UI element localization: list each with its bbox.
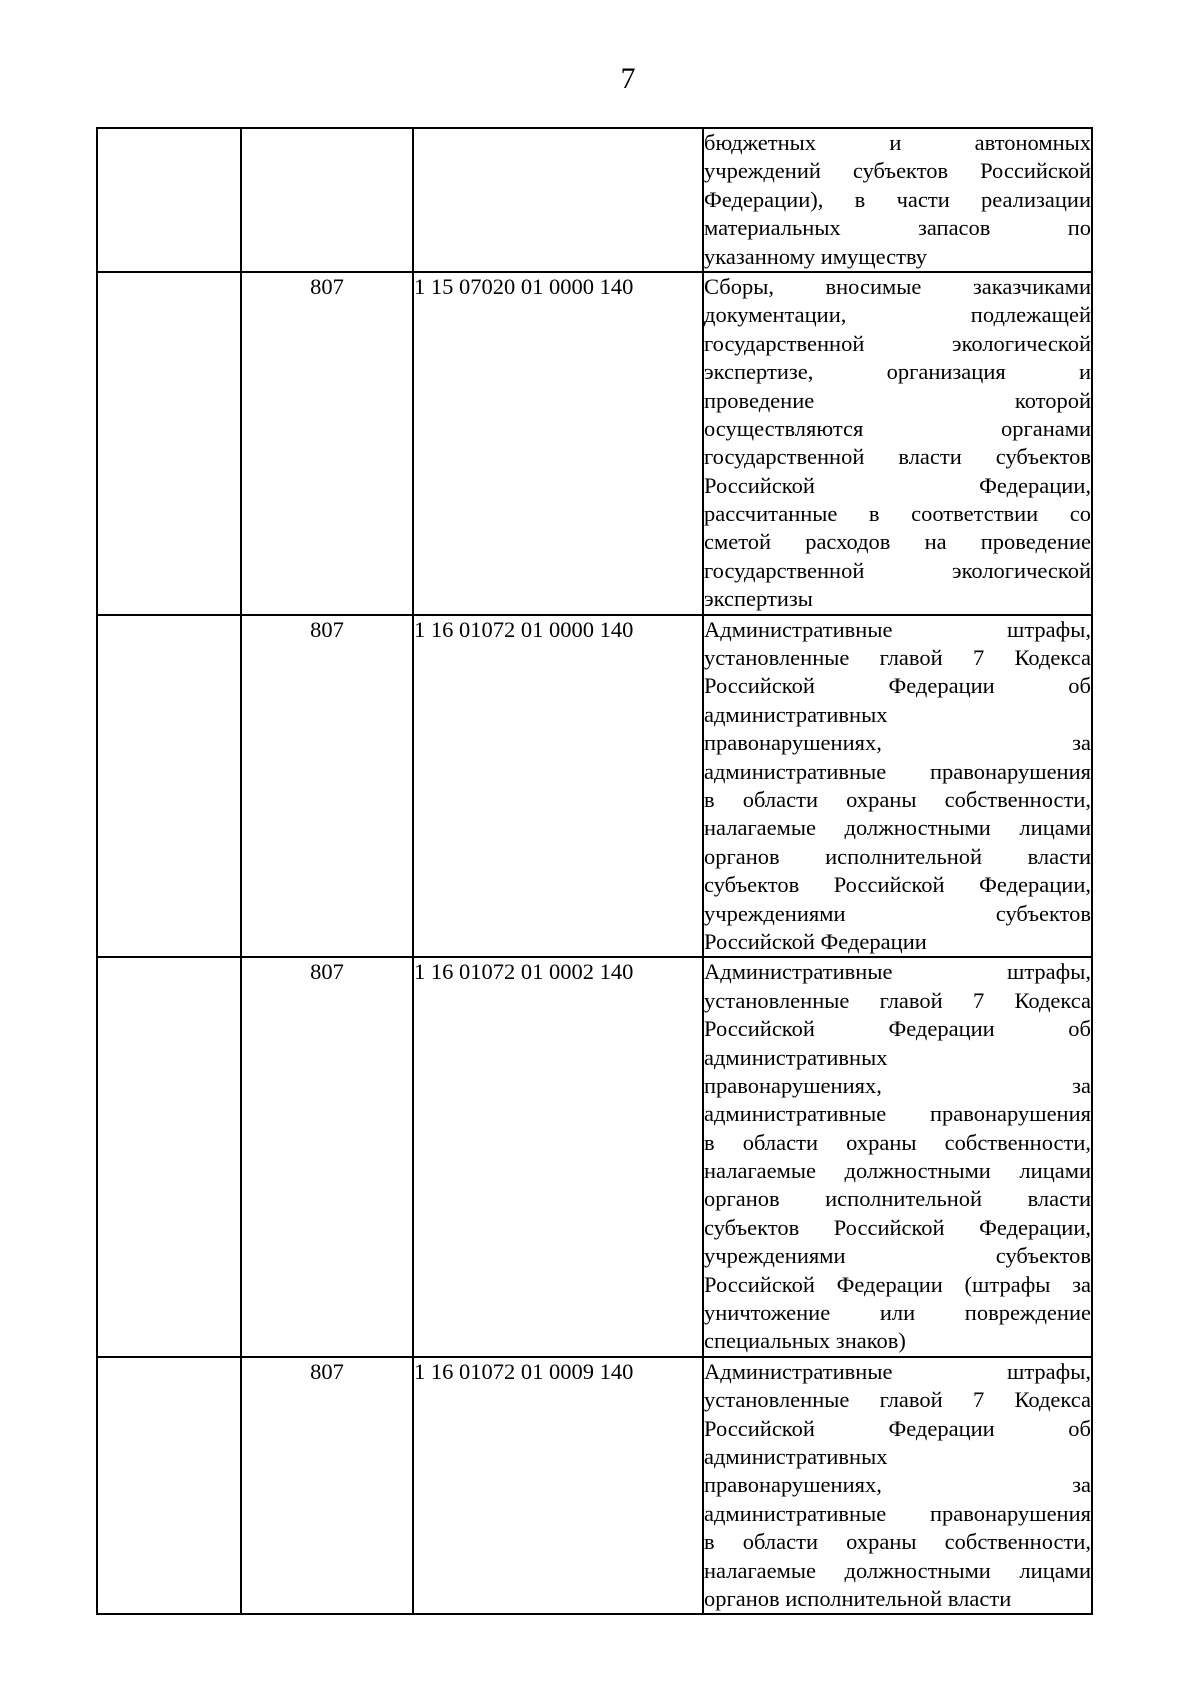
description-line: налагаемые должностными лицами [704,1557,1091,1583]
table-row [97,1357,1092,1615]
description-line: сметой расходов на проведение [704,529,1091,555]
description-line: в области охраны собственности, [704,1529,1091,1555]
description-line: органов исполнительной власти [704,843,1091,869]
description-line: установленные главой 7 Кодекса [704,645,1091,671]
description-line: рассчитанные в соответствии со [704,501,1091,527]
description-line: административных [704,1044,888,1070]
description-line: налагаемые должностными лицами [704,1158,1091,1184]
empty-cell [97,128,241,272]
description-line: административные правонарушения [704,758,1091,784]
description-line: правонарушениях, за [704,730,1091,756]
description-line: в области охраны собственности, [704,786,1091,812]
kbk-code-cell: 1 16 01072 01 0000 140 [413,615,703,958]
description-line: административных [704,701,888,727]
description-line: налагаемые должностными лицами [704,815,1091,841]
description-line: экспертизы [704,586,813,612]
description-line: материальных запасов по [704,215,1091,241]
kbk-code-cell: 1 16 01072 01 0009 140 [413,1357,703,1615]
kbk-code-cell: 1 15 07020 01 0000 140 [413,272,703,615]
table-row [97,957,1092,1356]
empty-cell [97,272,241,615]
description-line: административные правонарушения [704,1500,1091,1526]
description-line: установленные главой 7 Кодекса [704,987,1091,1013]
page-number: 7 [620,62,636,95]
description-line: установленные главой 7 Кодекса [704,1387,1091,1413]
kbk-code-cell [413,128,703,272]
description-line: Российской Федерации (штрафы за [704,1271,1091,1297]
description-line: документации, подлежащей [704,302,1091,328]
description-line: учреждениями субъектов [704,900,1091,926]
description-line: Российской Федерации об [704,673,1091,699]
description-line: в области охраны собственности, [704,1129,1091,1155]
description-line: Административные штрафы, [704,1358,1091,1384]
description-cell [703,615,1092,958]
admin-code-cell: 807 [241,615,413,958]
description-line: Сборы, вносимые заказчиками [704,273,1091,299]
table-row [97,615,1092,958]
description-line: органов исполнительной власти [704,1186,1091,1212]
description-line: уничтожение или повреждение [704,1300,1091,1326]
description-line: государственной экологической [704,330,1091,356]
description-line: учреждениями субъектов [704,1243,1091,1269]
description-line: Российской Федерации об [704,1016,1091,1042]
description-line: Российской Федерации, [704,472,1091,498]
description-cell [703,272,1092,615]
description-line: экспертизе, организация и [704,359,1091,385]
empty-cell [97,957,241,1356]
empty-cell [97,615,241,958]
description-cell [703,1357,1092,1615]
admin-code-cell: 807 [241,272,413,615]
description-line: правонарушениях, за [704,1072,1091,1098]
description-line: Российской Федерации об [704,1415,1091,1441]
description-line: специальных знаков) [704,1328,906,1354]
description-line: органов исполнительной власти [704,1585,1012,1611]
description-line: учреждений субъектов Российской [704,158,1091,184]
description-line: Административные штрафы, [704,959,1091,985]
description-line: указанному имуществу [704,243,928,269]
admin-code-cell: 807 [241,1357,413,1615]
admin-code-cell: 807 [241,957,413,1356]
description-line: административные правонарушения [704,1101,1091,1127]
description-line: Административные штрафы, [704,616,1091,642]
table-row [97,128,1092,272]
admin-code-cell [241,128,413,272]
description-cell [703,957,1092,1356]
description-line: государственной власти субъектов [704,444,1091,470]
description-line: осуществляются органами [704,415,1091,441]
description-line: Федерации), в части реализации [704,186,1091,212]
description-line: бюджетных и автономных [704,130,1091,155]
description-line: субъектов Российской Федерации, [704,872,1091,898]
description-line: административных [704,1443,888,1469]
description-line: проведение которой [704,387,1091,413]
description-line: правонарушениях, за [704,1472,1091,1498]
table-row [97,272,1092,615]
description-cell [703,128,1092,272]
description-line: Российской Федерации [704,928,927,954]
description-line: субъектов Российской Федерации, [704,1214,1091,1240]
empty-cell [97,1357,241,1615]
budget-code-table [96,127,1093,1615]
description-line: государственной экологической [704,557,1091,583]
kbk-code-cell: 1 16 01072 01 0002 140 [413,957,703,1356]
